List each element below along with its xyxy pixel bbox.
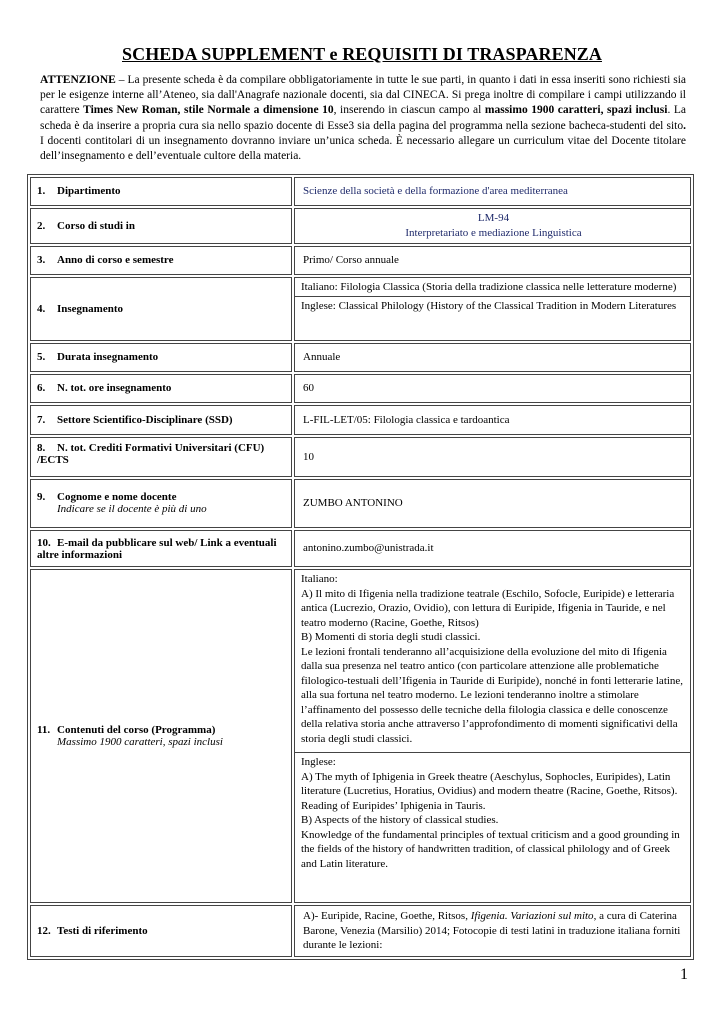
page-title: SCHEDA SUPPLEMENT e REQUISITI DI TRASPARENZA — [122, 44, 602, 64]
row-label: 1. Dipartimento — [30, 177, 292, 206]
intro-font-spec: Times New Roman, stile Normale a dimensione 10 — [83, 104, 334, 117]
hours-value: 60 — [294, 374, 691, 403]
row-label: 7. Settore Scientifico-Disciplinare (SSD) — [30, 405, 292, 436]
table-row — [30, 530, 691, 567]
intro-text-4: I docenti contitolari di un insegnamento dovranno inviare un’unica scheda. È necessario allegare un curriculum vitae del Docente titolare dell’insegnamento e dell’eventuale cultore della materia. — [40, 134, 686, 163]
table-row — [30, 905, 691, 957]
table-row — [30, 569, 691, 903]
page-number: 1 — [680, 966, 688, 983]
content-value — [294, 569, 691, 903]
table-row — [30, 479, 691, 529]
cfu-value: 10 — [294, 437, 691, 476]
row-label: 11. Contenuti del corso (Programma) Massimo 1900 caratteri, spazi inclusi — [30, 569, 292, 903]
table-row — [30, 277, 691, 341]
teaching-english: Inglese: Classical Philology (History of the Classical Tradition in Modern Literatures — [301, 300, 677, 313]
year-value: Primo/ Corso annuale — [294, 246, 691, 275]
row-label: 8. N. tot. Crediti Formativi Universitari (CFU) /ECTS — [30, 437, 292, 476]
intro-dot: . — [683, 119, 686, 132]
content-italian: Italiano: A) Il mito di Ifigenia nella tradizione teatrale (Eschilo, Sofocle, Euripide) e letteraria antica (Lucrezio, Orazio, Ovidio), con lettura di Euripide, Ifigenia in Tauride, e nel teatro moderno (Racine, Goethe, Ritsos) B) Momenti di storia degli studi classici. Le lezioni frontali tenderanno all’acquisizione della evoluzione del mito di Ifigenia dalla sua presenza nel teatro antico (con particolare attenzione alle problematiche filologico-testuali dell’Ifigenia in Tauride di Euripide), nonché in fonti letterarie latine, alla sua fortuna nel teatro moderno. Le lezioni tenderanno inoltre a stimolare l’affinamento del possesso delle tecniche della filologia classica e delle conoscenze della relativa storia anche attraverso l’approfondimento di momenti significativi della storia degli studi classici. — [295, 570, 690, 753]
intro-attention: ATTENZIONE — [40, 74, 116, 86]
form-table — [27, 174, 694, 960]
duration-value: Annuale — [294, 343, 691, 372]
table-row — [30, 177, 691, 206]
ssd-value: L-FIL-LET/05: Filologia classica e tardoantica — [294, 405, 691, 436]
intro-text-2: , inserendo in ciascun campo al — [333, 104, 485, 117]
table-row — [30, 343, 691, 372]
email-value: antonino.zumbo@unistrada.it — [294, 530, 691, 567]
table-row — [30, 208, 691, 244]
intro-max-chars: massimo 1900 caratteri, spazi inclusi — [484, 104, 668, 117]
references-value: A)- Euripide, Racine, Goethe, Ritsos, Ifigenia. Variazioni sul mito, a cura di Caterina Barone, Venezia (Marsilio) 2014; Fotocopie di testi latini in traduzione italiana forniti durante le lezioni: — [294, 905, 691, 957]
row-label: 5. Durata insegnamento — [30, 343, 292, 372]
intro-paragraph — [40, 73, 686, 164]
table-row — [30, 437, 691, 476]
teaching-italian: Italiano: Filologia Classica (Storia della tradizione classica nelle letterature moderne) — [295, 278, 690, 298]
teaching-value — [294, 277, 691, 341]
row-label: 12. Testi di riferimento — [30, 905, 292, 957]
row-label: 3. Anno di corso e semestre — [30, 246, 292, 275]
intro-text-1: – La presente scheda è da compilare obbligatoriamente in tutte le sue parti, in quanto i dati in essa inseriti sono richiesti sia per le esigenze interne all’Ateneo, sia dall'Anagrafe nazionale docenti, sia dal CINECA. Si prega inoltre di compilare i campi utilizzando il carattere — [40, 74, 686, 117]
table-row — [30, 405, 691, 436]
department-value: Scienze della società e della formazione d'area mediterranea — [294, 177, 691, 206]
content-english: Inglese: A) The myth of Iphigenia in Greek theatre (Aeschylus, Sophocles, Euripides), Latin literature (Lucretius, Horatius, Ovidius) and modern theatre (Racine, Goethe, Ritsos). Reading of Euripides’ Iphigenia in Tauris. B) Aspects of the history of classical studies. Knowledge of the fundamental principles of textual criticism and a good grounding in the fields of the history of handwritten tradition, of classical philology and of Greek and Latin literature. — [301, 756, 680, 870]
row-label: 6. N. tot. ore insegnamento — [30, 374, 292, 403]
row-label: 2. Corso di studi in — [30, 208, 292, 244]
row-label: 10. E-mail da pubblicare sul web/ Link a eventuali altre informazioni — [30, 530, 292, 567]
course-value: LM-94 Interpretariato e mediazione Linguistica — [294, 208, 691, 244]
table-row — [30, 374, 691, 403]
teacher-value: ZUMBO ANTONINO — [294, 479, 691, 529]
intro-text-3: . La scheda è da inserire a propria cura sia nello spazio docente di Esse3 sia della pagina del programma nella sezione bacheca-studenti del sito — [40, 104, 686, 132]
row-label: 9. Cognome e nome docente Indicare se il docente è più di uno — [30, 479, 292, 529]
table-row — [30, 246, 691, 275]
row-label: 4. Insegnamento — [30, 277, 292, 341]
